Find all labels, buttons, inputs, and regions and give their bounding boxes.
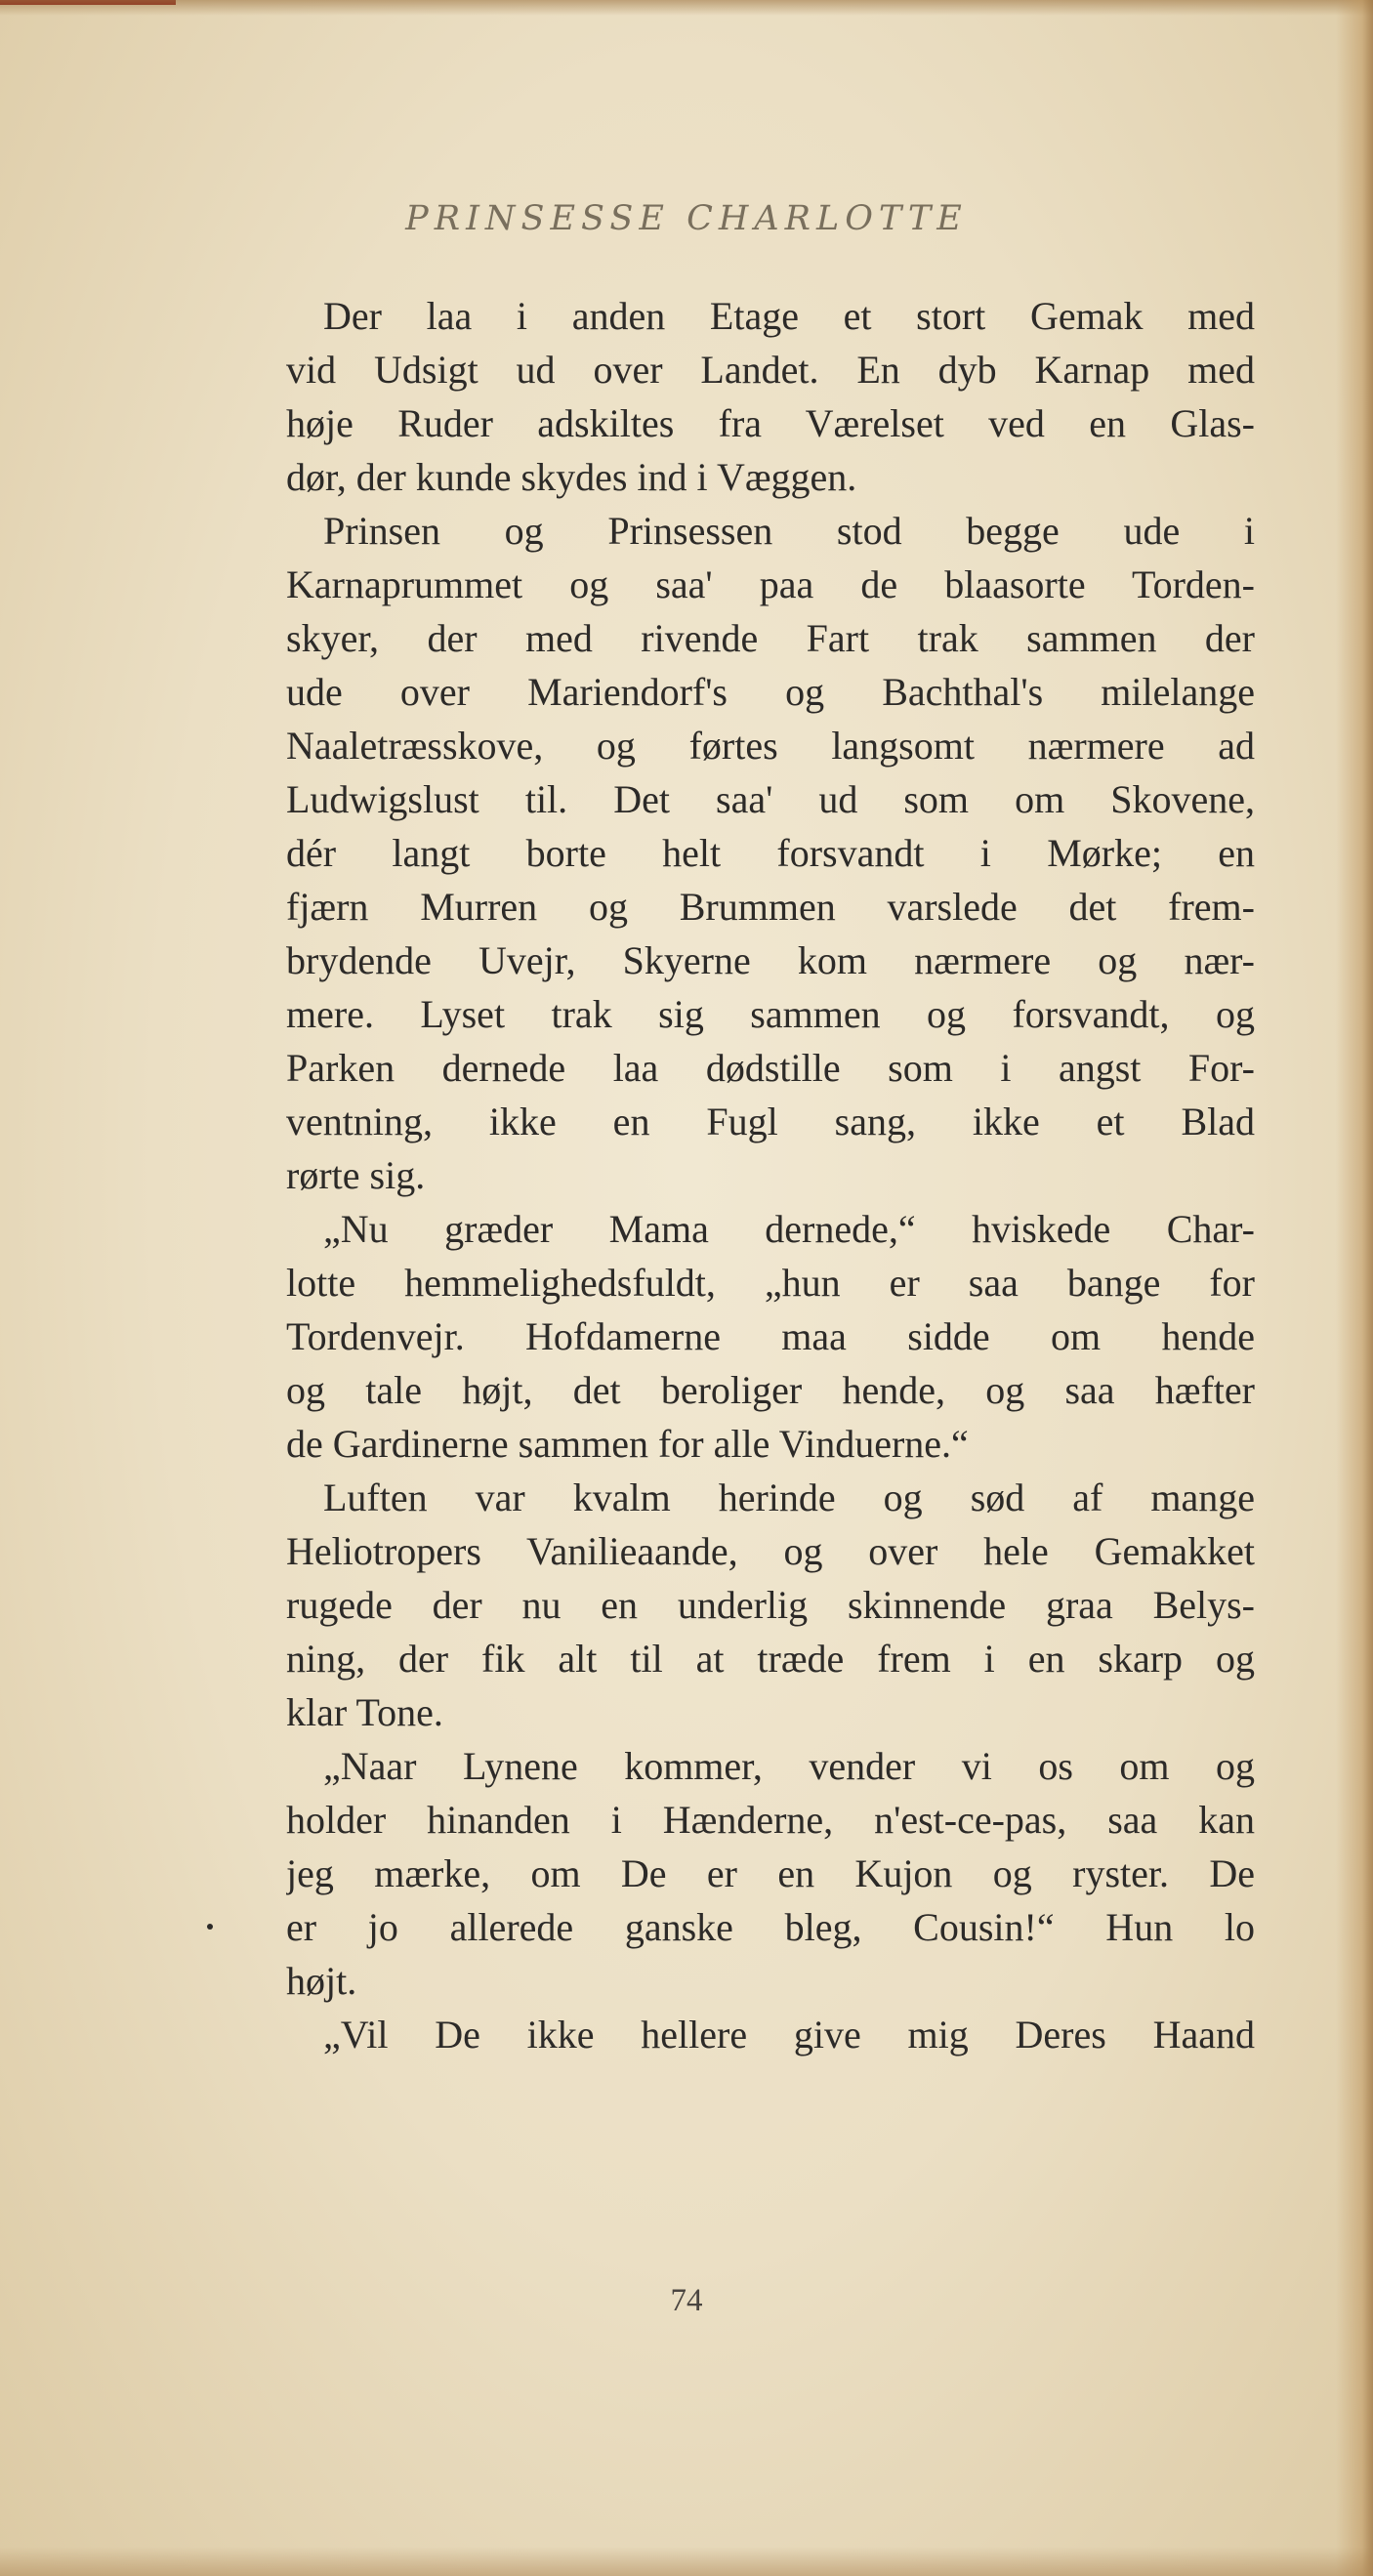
text-line: mere. Lyset trak sig sammen og forsvandt, og [286,992,1255,1036]
text-line: ude over Mariendorf's og Bachthal's milelange [286,670,1255,714]
text-line: „Naar Lynene kommer, vender vi os om og [323,1744,1255,1788]
text-line: „Vil De ikke hellere give mig Deres Haand [323,2013,1255,2057]
text-line: Karnaprummet og saa' paa de blaasorte Torden- [286,562,1255,606]
text-line: „Nu græder Mama dernede,“ hviskede Char- [323,1207,1255,1251]
text-line: holder hinanden i Hænderne, n'est-ce-pas, saa kan [286,1798,1255,1842]
text-line: Luften var kvalm herinde og sød af mange [323,1475,1255,1519]
text-line: vid Udsigt ud over Landet. En dyb Karnap med [286,348,1255,392]
text-line: rugede der nu en underlig skinnende graa Belys- [286,1583,1255,1627]
page-edge-right [1336,0,1373,2576]
text-line: Ludwigslust til. Det saa' ud som om Skovene, [286,777,1255,821]
page-edge-top [0,0,1373,16]
text-line: Parken dernede laa dødstille som i angst For- [286,1046,1255,1090]
text-line: Heliotropers Vanilieaande, og over hele Gemakket [286,1529,1255,1573]
text-line: dér langt borte helt forsvandt i Mørke; en [286,831,1255,875]
text-line: ning, der fik alt til at træde frem i en skarp og [286,1637,1255,1681]
text-line: Naaletræsskove, og førtes langsomt nærmere ad [286,724,1255,768]
text-line: skyer, der med rivende Fart trak sammen der [286,616,1255,660]
text-line: brydende Uvejr, Skyerne kom nærmere og nær- [286,938,1255,982]
body-text [286,289,1255,2061]
text-line: ventning, ikke en Fugl sang, ikke et Blad [286,1100,1255,1143]
text-line: fjærn Murren og Brummen varslede det frem- [286,885,1255,929]
text-line: jeg mærke, om De er en Kujon og ryster. De [286,1851,1255,1895]
text-line: klar Tone. [286,1690,443,1734]
text-line: Prinsen og Prinsessen stod begge ude i [323,509,1255,553]
text-line: og tale højt, det beroliger hende, og saa hæfter [286,1368,1255,1412]
text-line: højt. [286,1959,357,2003]
text-line: er jo allerede ganske bleg, Cousin!“ Hun lo [286,1905,1255,1949]
text-line: de Gardinerne sammen for alle Vinduerne.“ [286,1422,969,1466]
text-line: høje Ruder adskiltes fra Værelset ved en Glas- [286,401,1255,445]
text-line: lotte hemmelighedsfuldt, „hun er saa bange for [286,1261,1255,1305]
text-line: rørte sig. [286,1153,426,1197]
text-line: dør, der kunde skydes ind i Væggen. [286,455,857,499]
text-line: Der laa i anden Etage et stort Gemak med [323,294,1255,338]
ink-speck [207,1924,213,1930]
text-line: Tordenvejr. Hofdamerne maa sidde om hende [286,1314,1255,1358]
running-head: PRINSESSE CHARLOTTE [405,199,968,238]
page-number: 74 [670,2283,703,2318]
page-edge-bottom [0,2547,1373,2576]
